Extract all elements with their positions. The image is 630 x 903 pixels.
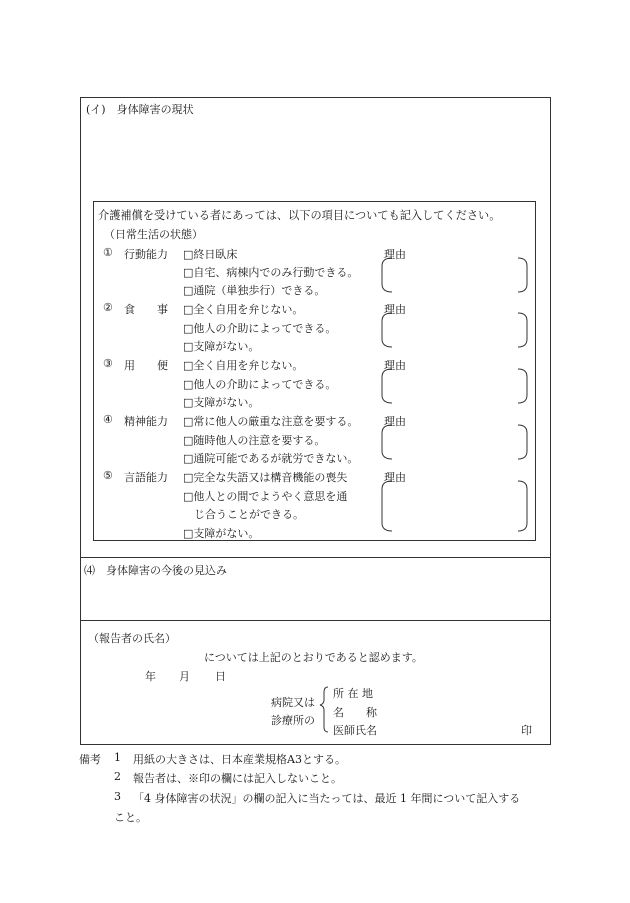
item-3-reason-bracket-left [382, 369, 392, 403]
item-1-option-3: □通院（単独歩行）できる。 [183, 284, 326, 297]
item-2-option-3: □支障がない。 [183, 340, 260, 353]
note-1-number: 1 [114, 751, 121, 764]
care-intro: 介護補償を受けている者にあっては、以下の項目についても記入してください。 [98, 209, 501, 222]
note-2-text: 報告者は、※印の欄には記入しないこと。 [133, 772, 342, 785]
date-day: 日 [215, 670, 226, 683]
item-4-reason-bracket-left [382, 425, 392, 459]
notes-header: 備考 [79, 753, 101, 766]
item-4-number: ④ [103, 413, 113, 426]
item-1-option-2: □自宅、病棟内でのみ行動できる。 [183, 266, 359, 279]
item-1-number: ① [103, 246, 113, 259]
care-subtitle: （日常生活の状態） [104, 228, 203, 241]
item-4-option-2: □随時他人の注意を要する。 [183, 434, 326, 447]
item-5-reason-bracket-right [518, 481, 527, 531]
facility-line-2: 診療所の [271, 714, 315, 727]
facility-brace [320, 687, 328, 732]
certify-text: については上記のとおりであると認めます。 [204, 651, 423, 664]
item-3-option-1: □全く自用を弁じない。 [183, 359, 304, 372]
item-3-label: 用 便 [124, 359, 168, 372]
name-field-label: 名 称 [333, 706, 377, 719]
item-5-reason-bracket-left [382, 481, 392, 531]
item-5-option-1: □完全な失語又は構音機能の喪失 [183, 471, 348, 484]
item-5-label: 言語能力 [124, 471, 168, 484]
item-3-option-3: □支障がない。 [183, 396, 260, 409]
note-3-number: 3 [114, 790, 121, 803]
item-3-reason-label: 理由 [384, 359, 406, 372]
address-label: 所 在 地 [333, 687, 373, 700]
item-4-reason-bracket-right [518, 425, 527, 459]
item-2-reason-label: 理由 [384, 303, 406, 316]
item-3-reason-bracket-right [518, 369, 527, 403]
item-2-number: ② [103, 301, 113, 314]
note-3-continuation: こと。 [114, 811, 147, 824]
item-5-reason-label: 理由 [384, 471, 406, 484]
facility-line-1: 病院又は [271, 696, 315, 709]
item-1-reason-bracket-left [382, 258, 392, 292]
item-1-label: 行動能力 [124, 248, 168, 261]
date-year: 年 [145, 670, 156, 683]
item-2-option-2: □他人の介助によってできる。 [183, 322, 337, 335]
item-5-option-3: じ合うことができる。 [183, 508, 304, 521]
date-month: 月 [179, 670, 190, 683]
item-1-option-1: □終日臥床 [183, 248, 238, 261]
item-5-option-2: □他人との間でようやく意思を通 [183, 490, 348, 503]
item-1-reason-bracket-right [518, 258, 527, 292]
item-3-option-2: □他人の介助によってできる。 [183, 378, 337, 391]
item-1-reason-label: 理由 [384, 248, 406, 261]
doctor-label: 医師氏名 [333, 724, 377, 737]
section-4-title: ⑷ 身体障害の今後の見込み [84, 564, 227, 577]
note-3-text: 「4 身体障害の状況」の欄の記入に当たっては、最近 1 年間について記入する [133, 792, 521, 805]
item-4-label: 精神能力 [124, 415, 168, 428]
item-2-reason-bracket-left [382, 313, 392, 347]
note-1-text: 用紙の大きさは、日本産業規格A3とする。 [133, 753, 346, 766]
item-2-option-1: □全く自用を弁じない。 [183, 303, 304, 316]
item-2-reason-bracket-right [518, 313, 527, 347]
item-3-number: ③ [103, 357, 113, 370]
item-5-option-4: □支障がない。 [183, 527, 260, 540]
section-i-title: (イ) 身体障害の現状 [86, 103, 194, 116]
seal-mark: 印 [521, 724, 532, 737]
item-2-label: 食 事 [124, 303, 168, 316]
reporter-name-label: （報告者の氏名） [88, 632, 176, 645]
note-2-number: 2 [114, 770, 121, 783]
item-4-option-1: □常に他人の厳重な注意を要する。 [183, 415, 359, 428]
item-4-option-3: □通院可能であるが就労できない。 [183, 452, 359, 465]
item-5-number: ⑤ [103, 469, 113, 482]
item-4-reason-label: 理由 [384, 415, 406, 428]
